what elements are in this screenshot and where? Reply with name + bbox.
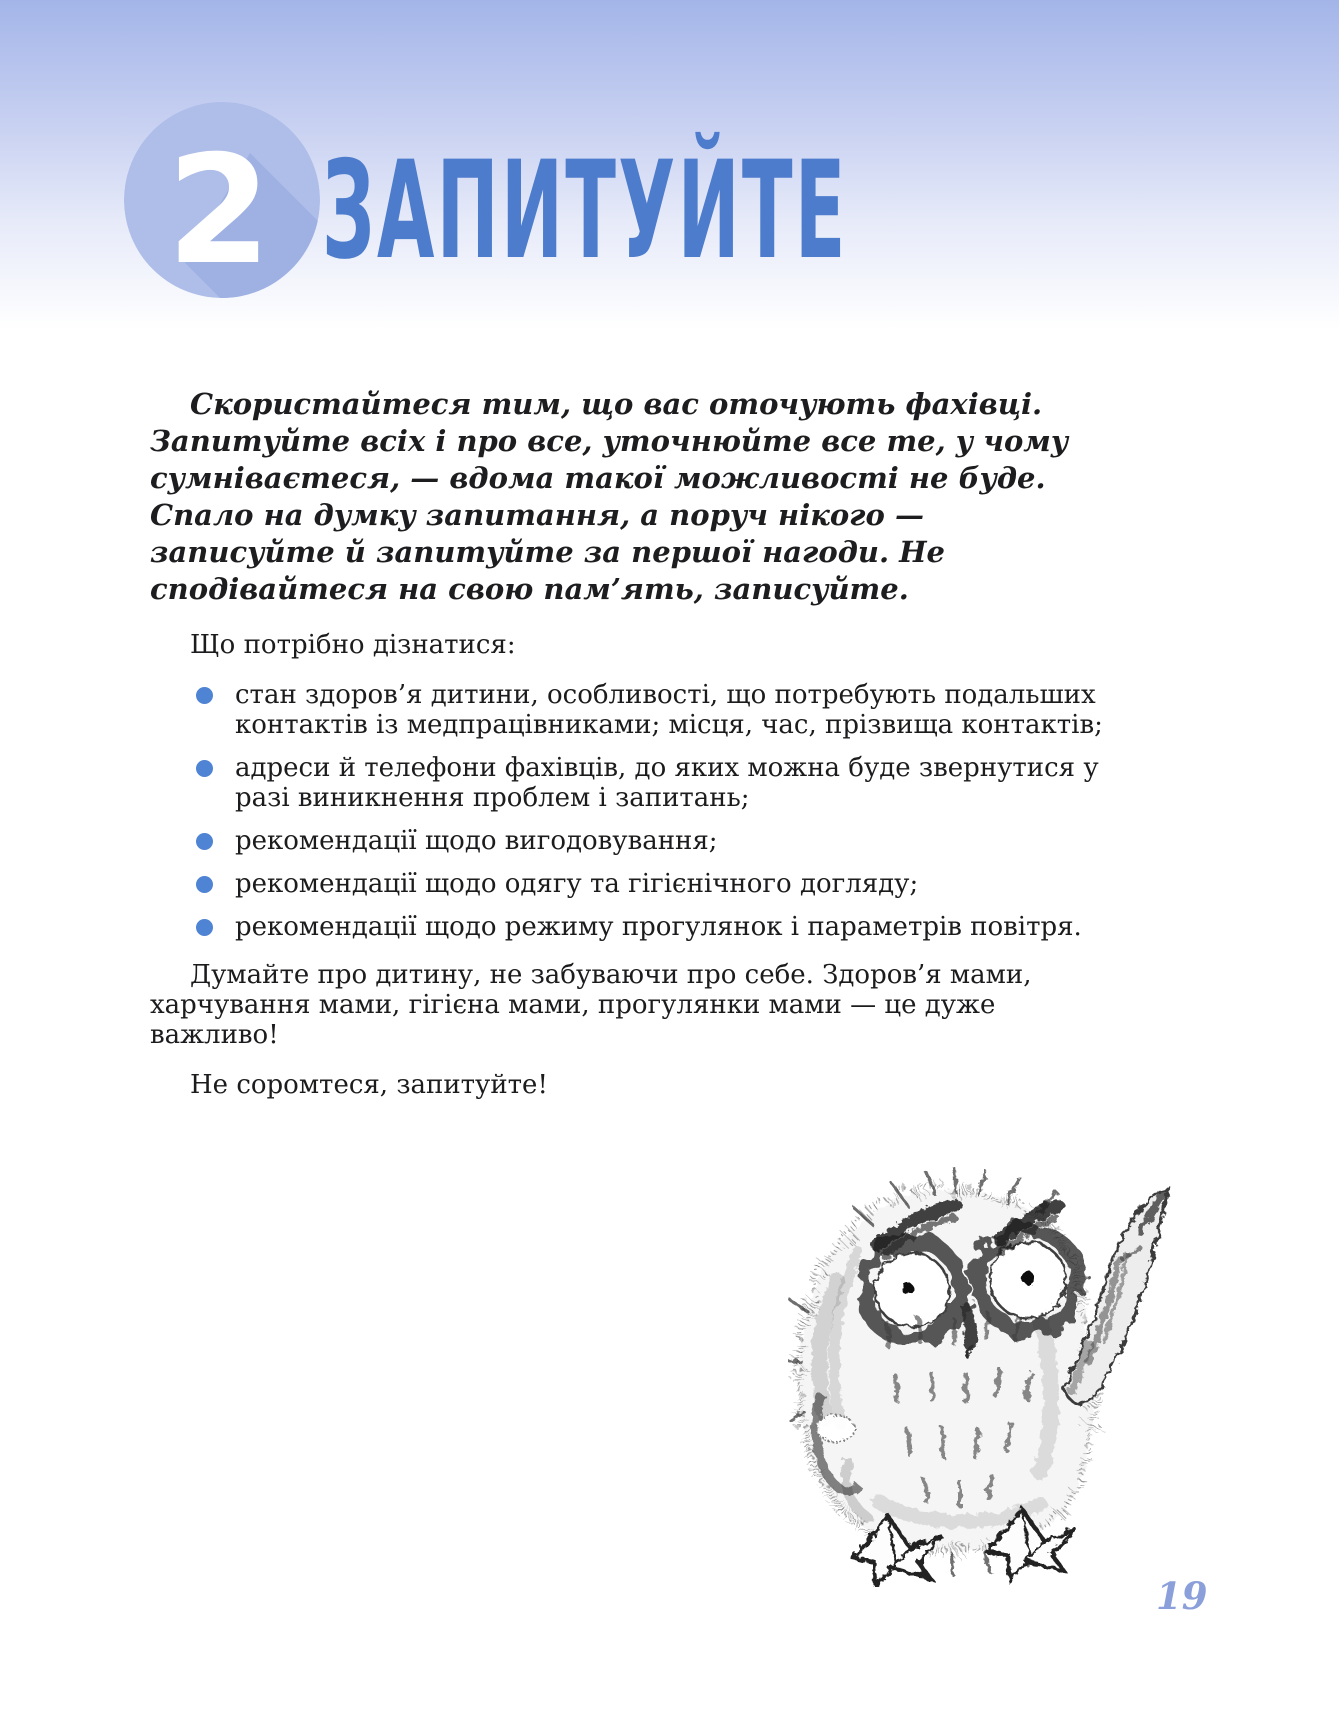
owl-illustration	[788, 1162, 1180, 1587]
owl-sketch-graphic	[788, 1162, 1180, 1587]
checklist	[150, 680, 1118, 942]
list-item-text: стан здоров’я дитини, особливості, що потребують подальших контактів із медпрацівниками; місця, час, прізвища контактів;	[235, 680, 1103, 740]
list-item	[150, 869, 1118, 899]
list-item-text: адреси й телефони фахівців, до яких можна буде звернутися у разі виникнення проблем і запитань;	[235, 753, 1099, 813]
owl-left-pupil	[902, 1283, 914, 1295]
chapter-header	[0, 0, 1339, 330]
chapter-title: ЗАПИТУЙТЕ	[322, 132, 848, 289]
bullet-dot-icon	[196, 760, 213, 777]
list-item	[150, 753, 1118, 813]
page-number: 19	[1156, 1574, 1208, 1618]
chapter-badge-graphic	[122, 100, 322, 300]
paragraph-dont-be-shy: Не соромтеся, запитуйте!	[190, 1070, 548, 1100]
list-item	[150, 680, 1118, 740]
bullet-dot-icon	[196, 919, 213, 936]
list-item	[150, 826, 1118, 856]
bullet-dot-icon	[196, 876, 213, 893]
bullet-dot-icon	[196, 687, 213, 704]
chapter-number: 2	[166, 124, 272, 298]
list-item-text: рекомендації щодо одягу та гігієнічного догляду;	[235, 869, 919, 899]
chapter-number-badge	[122, 100, 322, 300]
list-item-text: рекомендації щодо вигодовування;	[235, 826, 718, 856]
list-heading: Що потрібно дізнатися:	[190, 630, 516, 660]
intro-paragraph: Скористайтеся тим, що вас оточують фахівці. Запитуйте всіх і про все, уточнюйте все те, у чому сумніваєтеся, — вдома такої можливості не буде. Спало на думку запитання, а поруч нікого — записуйте й запитуйте за першої нагоди. Не сподівайтеся на свою пам’ять, записуйте.	[150, 387, 1069, 606]
list-item	[150, 912, 1118, 942]
page-content	[150, 386, 1118, 1100]
list-item-text: рекомендації щодо режиму прогулянок і параметрів повітря.	[235, 912, 1082, 942]
owl-right-pupil	[1022, 1272, 1035, 1285]
paragraph-think-about-mom: Думайте про дитину, не забуваючи про себе. Здоров’я мами, харчування мами, гігієна мами, прогулянки мами — це дуже важливо!	[150, 960, 1032, 1050]
bullet-dot-icon	[196, 833, 213, 850]
